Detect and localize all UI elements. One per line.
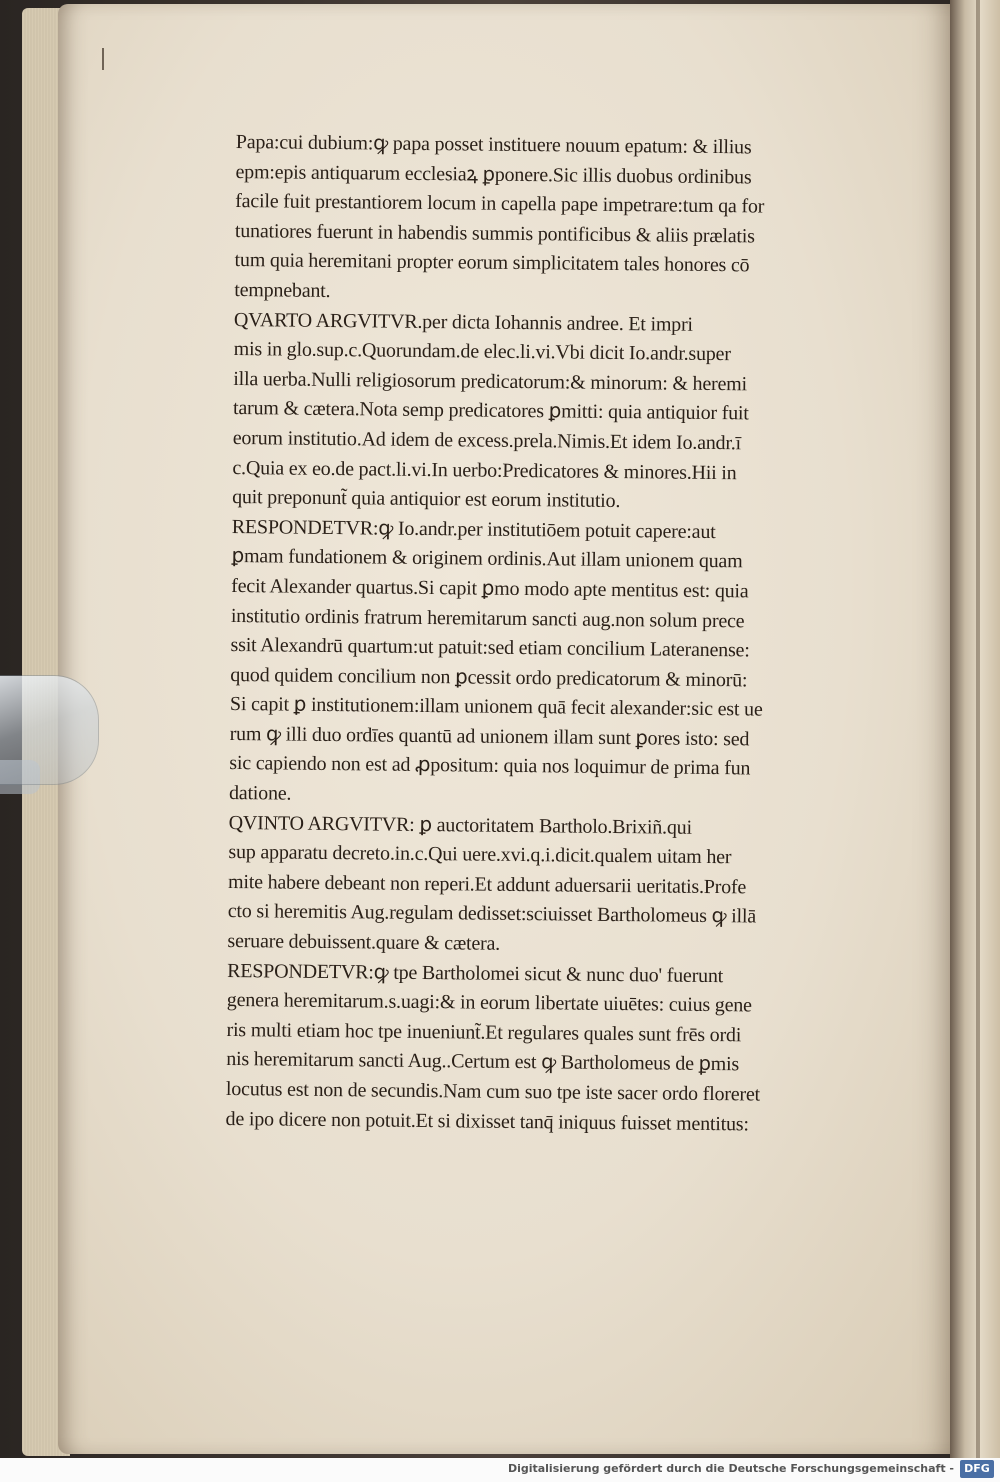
- text-line: epm:epis antiquarum ecclesiaꝝ ꝑponere.Sic illis duobus ordinibus: [235, 160, 752, 188]
- text-line: institutio ordinis fratrum heremitarum sancti aug.non solum prece: [230, 604, 745, 632]
- text-line: c.Quia ex eo.de pact.li.vi.In uerbo:Predicatores & minores.Hii in: [232, 456, 737, 484]
- gutter-shadow: [976, 0, 980, 1458]
- text-line: quit preponunt̃ quia antiquior est eorum institutio.: [232, 486, 621, 513]
- text-line: nis heremitarum sancti Aug..Certum est ꝙ Bartholomeus de ꝑmis: [226, 1048, 740, 1076]
- facing-page-edge: [950, 0, 1000, 1458]
- text-line: seruare debuissent.quare & cætera.: [227, 929, 501, 955]
- text-line: ꝑmam fundationem & originem ordinis.Aut illam unionem quam: [231, 545, 743, 573]
- text-line: mis in glo.sup.c.Quorundam.de elec.li.vi.Vbi dicit Io.andr.super: [233, 338, 731, 366]
- page-text: [225, 128, 909, 1141]
- text-line: locutus est non de secundis.Nam cum suo tpe iste sacer ordo floreret: [225, 1077, 761, 1106]
- text-line: tempnebant.: [234, 278, 331, 302]
- text-line: tum quia heremitani propter eorum simplicitatem tales honores cō: [234, 249, 750, 277]
- text-line: cto si heremitis Aug.regulam dedisset:sciuisset Bartholomeus ꝙ illā: [227, 900, 757, 928]
- text-line: tarum & cætera.Nota semp predicatores ꝑmitti: quia antiquior fuit: [232, 397, 749, 425]
- text-line: de ipo dicere non potuit.Et si dixisset tanq̄ iniquus fuisset mentitus:: [225, 1107, 749, 1136]
- text-line: ssit Alexandrū quartum:ut patuit:sed etiam concilium Lateranense:: [230, 634, 750, 662]
- text-line: Si capit ꝑ institutionem:illam unionem quā fecit alexander:sic est ue: [229, 693, 763, 721]
- text-line: fecit Alexander quartus.Si capit ꝑmo modo apte mentitus est: quia: [231, 574, 749, 603]
- text-line: sic capiendo non est ad ꝓpositum: quia nos loquimur de prima fun: [229, 752, 751, 780]
- section-heading-line: QVARTO ARGVITVR.per dicta Iohannis andree. Et impri: [233, 308, 693, 336]
- text-line: tunatiores fuerunt in habendis summis pontificibus & aliis prælatis: [234, 219, 755, 248]
- text-line: illa uerba.Nulli religiosorum predicatorum:& minorum: & heremi: [233, 367, 748, 396]
- section-heading-line: RESPONDETVR:ꝙ tpe Bartholomei sicut & nunc duo' fuerunt: [227, 959, 724, 987]
- text-line: Papa:cui dubium:ꝙ papa posset instituere nouum epatum: & illius: [235, 130, 752, 159]
- text-line: mite habere debeant non reperi.Et addunt aduersarii ueritatis.Profe: [227, 870, 747, 899]
- text-line: datione.: [228, 782, 292, 805]
- text-line: eorum institutio.Ad idem de excess.prela.Nimis.Et idem Io.andr.ī: [232, 426, 742, 455]
- text-line: quod quidem concilium non ꝑcessit ordo predicatorum & minorū:: [230, 663, 748, 692]
- footer-bar: [0, 1458, 1000, 1482]
- text-line: facile fuit prestantiorem locum in capella pape impetrare:tum qa for: [235, 190, 765, 218]
- text-line: genera heremitarum.s.uagi:& in eorum libertate uiuētes: cuius gene: [226, 989, 752, 1017]
- text-line: rum ꝙ illi duo ordīes quantū ad unionem illam sunt ꝑores isto: sed: [229, 722, 750, 751]
- margin-mark: [102, 48, 104, 70]
- dfg-logo: DFG: [960, 1460, 994, 1478]
- funding-credit: Digitalisierung gefördert durch die Deutsche Forschungsgemeinschaft -: [507, 1462, 954, 1475]
- text-line: sup apparatu decreto.in.c.Qui uere.xvi.q.i.dicit.qualem uitam her: [228, 841, 732, 869]
- text-line: ris multi etiam hoc tpe inueniunt̃.Et regulares quales sunt frēs ordi: [226, 1018, 742, 1047]
- section-heading-line: QVINTO ARGVITVR: ꝑ auctoritatem Bartholo.Brixiñ.qui: [228, 811, 693, 839]
- section-heading-line: RESPONDETVR:ꝙ Io.andr.per institutiōem potuit capere:aut: [231, 515, 716, 543]
- page-clip: [0, 676, 98, 784]
